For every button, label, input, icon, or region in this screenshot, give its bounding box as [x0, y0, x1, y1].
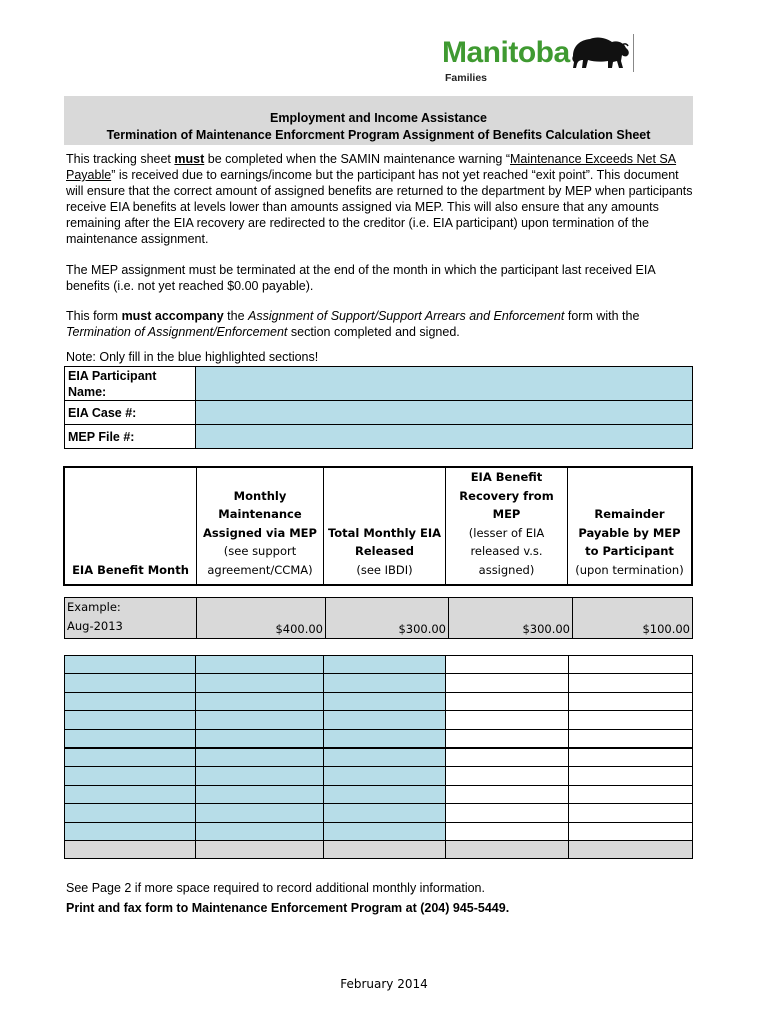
- month-input[interactable]: [65, 785, 196, 803]
- assigned-input[interactable]: [196, 748, 324, 767]
- form-name: Assignment of Support/Support Arrears and Enforcement: [248, 309, 565, 323]
- accompany-paragraph: [66, 308, 694, 340]
- assigned-input[interactable]: [196, 804, 324, 822]
- table-row: [65, 692, 693, 710]
- table-row: [65, 711, 693, 729]
- accompany-text: the: [223, 309, 249, 323]
- logo-divider: [633, 34, 634, 72]
- example-label: Example:: [67, 600, 121, 614]
- header-note: (see support agreement/CCMA): [207, 544, 313, 577]
- remainder-cell: [569, 656, 693, 674]
- page-title: Employment and Income Assistance: [270, 111, 487, 125]
- table-row: [65, 767, 693, 785]
- remainder-cell: [569, 729, 693, 748]
- example-assigned: $400.00: [197, 598, 326, 639]
- recovery-cell: [446, 767, 569, 785]
- month-input[interactable]: [65, 729, 196, 748]
- logo-subtitle: Families: [445, 72, 488, 84]
- released-input[interactable]: [324, 674, 446, 692]
- more-space-note: See Page 2 if more space required to record additional monthly information.: [66, 881, 485, 895]
- example-remainder: $100.00: [573, 598, 693, 639]
- month-input[interactable]: [65, 711, 196, 729]
- manitoba-logo: [442, 34, 637, 84]
- fax-instruction: Print and fax form to Maintenance Enforcement Program at (204) 945-5449.: [66, 901, 510, 915]
- table-row: [65, 822, 693, 840]
- header-note: (upon termination): [575, 562, 684, 577]
- total-cell: [65, 840, 196, 858]
- released-input[interactable]: [324, 729, 446, 748]
- participant-name-field[interactable]: [196, 367, 693, 401]
- assigned-input[interactable]: [196, 656, 324, 674]
- participant-info-table: [64, 366, 693, 449]
- remainder-cell: [569, 785, 693, 803]
- monthly-entry-grid: [64, 655, 693, 859]
- recovery-cell: [446, 804, 569, 822]
- month-input[interactable]: [65, 656, 196, 674]
- month-input[interactable]: [65, 767, 196, 785]
- header-label: Remainder Payable by MEP to Participant: [578, 507, 681, 558]
- column-header-table: [63, 466, 693, 586]
- assigned-input[interactable]: [196, 767, 324, 785]
- accompany-emphasis: must accompany: [121, 309, 224, 323]
- mep-file-label: MEP File #:: [65, 425, 196, 449]
- table-row: [65, 674, 693, 692]
- header-note: (lesser of EIA released v.s. assigned): [468, 525, 545, 577]
- assigned-input[interactable]: [196, 729, 324, 748]
- accompany-text: section completed and signed.: [287, 325, 460, 339]
- accompany-text: form with the: [564, 309, 640, 323]
- logo-wordmark: Manitoba: [442, 36, 570, 69]
- header-label: EIA Benefit Recovery from MEP: [459, 470, 554, 521]
- example-recovery: $300.00: [449, 598, 573, 639]
- fill-note: Note: Only fill in the blue highlighted sections!: [66, 350, 319, 364]
- remainder-cell: [569, 804, 693, 822]
- example-released: $300.00: [326, 598, 449, 639]
- page-subtitle: Termination of Maintenance Enforcment Program Assignment of Benefits Calculation Sheet: [106, 128, 651, 142]
- released-input[interactable]: [324, 785, 446, 803]
- remainder-cell: [569, 674, 693, 692]
- example-month-cell: [65, 598, 197, 639]
- table-row: [65, 729, 693, 748]
- header-note: (see IBDI): [356, 562, 413, 577]
- header-remainder-payable: [568, 467, 693, 585]
- table-total-row: [65, 840, 693, 858]
- total-cell: [196, 840, 324, 858]
- intro-text: This tracking sheet: [66, 152, 175, 166]
- month-input[interactable]: [65, 674, 196, 692]
- table-row: [65, 785, 693, 803]
- assigned-input[interactable]: [196, 674, 324, 692]
- month-input[interactable]: [65, 748, 196, 767]
- warning-name: Payable: [66, 168, 112, 182]
- header-label: EIA Benefit Month: [72, 562, 189, 577]
- recovery-cell: [446, 674, 569, 692]
- released-input[interactable]: [324, 748, 446, 767]
- remainder-cell: [569, 767, 693, 785]
- assigned-input[interactable]: [196, 822, 324, 840]
- accompany-text: This form: [66, 309, 122, 323]
- header-maintenance-assigned: [197, 467, 324, 585]
- total-cell: [569, 840, 693, 858]
- recovery-cell: [446, 822, 569, 840]
- total-cell: [446, 840, 569, 858]
- released-input[interactable]: [324, 656, 446, 674]
- header-benefit-recovery: [446, 467, 568, 585]
- intro-paragraph: [66, 151, 694, 247]
- table-row: [65, 748, 693, 767]
- recovery-cell: [446, 656, 569, 674]
- example-row-table: [64, 597, 693, 639]
- month-input[interactable]: [65, 822, 196, 840]
- recovery-cell: [446, 729, 569, 748]
- released-input[interactable]: [324, 822, 446, 840]
- title-box: [64, 96, 693, 145]
- released-input[interactable]: [324, 767, 446, 785]
- recovery-cell: [446, 785, 569, 803]
- recovery-cell: [446, 711, 569, 729]
- assigned-input[interactable]: [196, 785, 324, 803]
- assigned-input[interactable]: [196, 692, 324, 710]
- participant-name-label: EIA Participant Name:: [65, 367, 196, 401]
- remainder-cell: [569, 711, 693, 729]
- example-month: Aug-2013: [67, 619, 123, 633]
- recovery-cell: [446, 692, 569, 710]
- month-input[interactable]: [65, 692, 196, 710]
- released-input[interactable]: [324, 711, 446, 729]
- header-benefit-month: [64, 467, 197, 585]
- must-emphasis: must: [174, 152, 205, 166]
- mep-file-field[interactable]: [196, 425, 693, 449]
- intro-text: ” is received due to earnings/income but the participant has not yet reached “exit point”. This document will ensure that the correct amount of assigned benefits are returned to the department by MEP when participants receive EIA benefits at levels lower than amounts assigned via MEP. This will also ensure that any amounts remaining after the EIA recovery are redirected to the creditor (i.e. EIA participant) upon termination of the maintenance assignment.: [66, 168, 693, 246]
- header-label: Monthly Maintenance Assigned via MEP: [203, 488, 317, 540]
- case-number-label: EIA Case #:: [65, 401, 196, 425]
- header-eia-released: [324, 467, 446, 585]
- released-input[interactable]: [324, 804, 446, 822]
- remainder-cell: [569, 748, 693, 767]
- revision-date: February 2014: [340, 977, 428, 991]
- recovery-cell: [446, 748, 569, 767]
- month-input[interactable]: [65, 804, 196, 822]
- table-row: [65, 656, 693, 674]
- table-row: [65, 804, 693, 822]
- bison-icon: [570, 34, 632, 72]
- remainder-cell: [569, 822, 693, 840]
- released-input[interactable]: [324, 692, 446, 710]
- case-number-field[interactable]: [196, 401, 693, 425]
- termination-paragraph: The MEP assignment must be terminated at the end of the month in which the participant last received EIA benefits (i.e. not yet reached $0.00 payable).: [66, 263, 655, 293]
- section-name: Termination of Assignment/Enforcement: [66, 325, 288, 339]
- header-label: Total Monthly EIA Released: [327, 525, 442, 558]
- remainder-cell: [569, 692, 693, 710]
- total-cell: [324, 840, 446, 858]
- intro-text: be completed when the SAMIN maintenance warning “: [204, 152, 510, 166]
- warning-name: Maintenance Exceeds Net SA: [510, 152, 677, 166]
- assigned-input[interactable]: [196, 711, 324, 729]
